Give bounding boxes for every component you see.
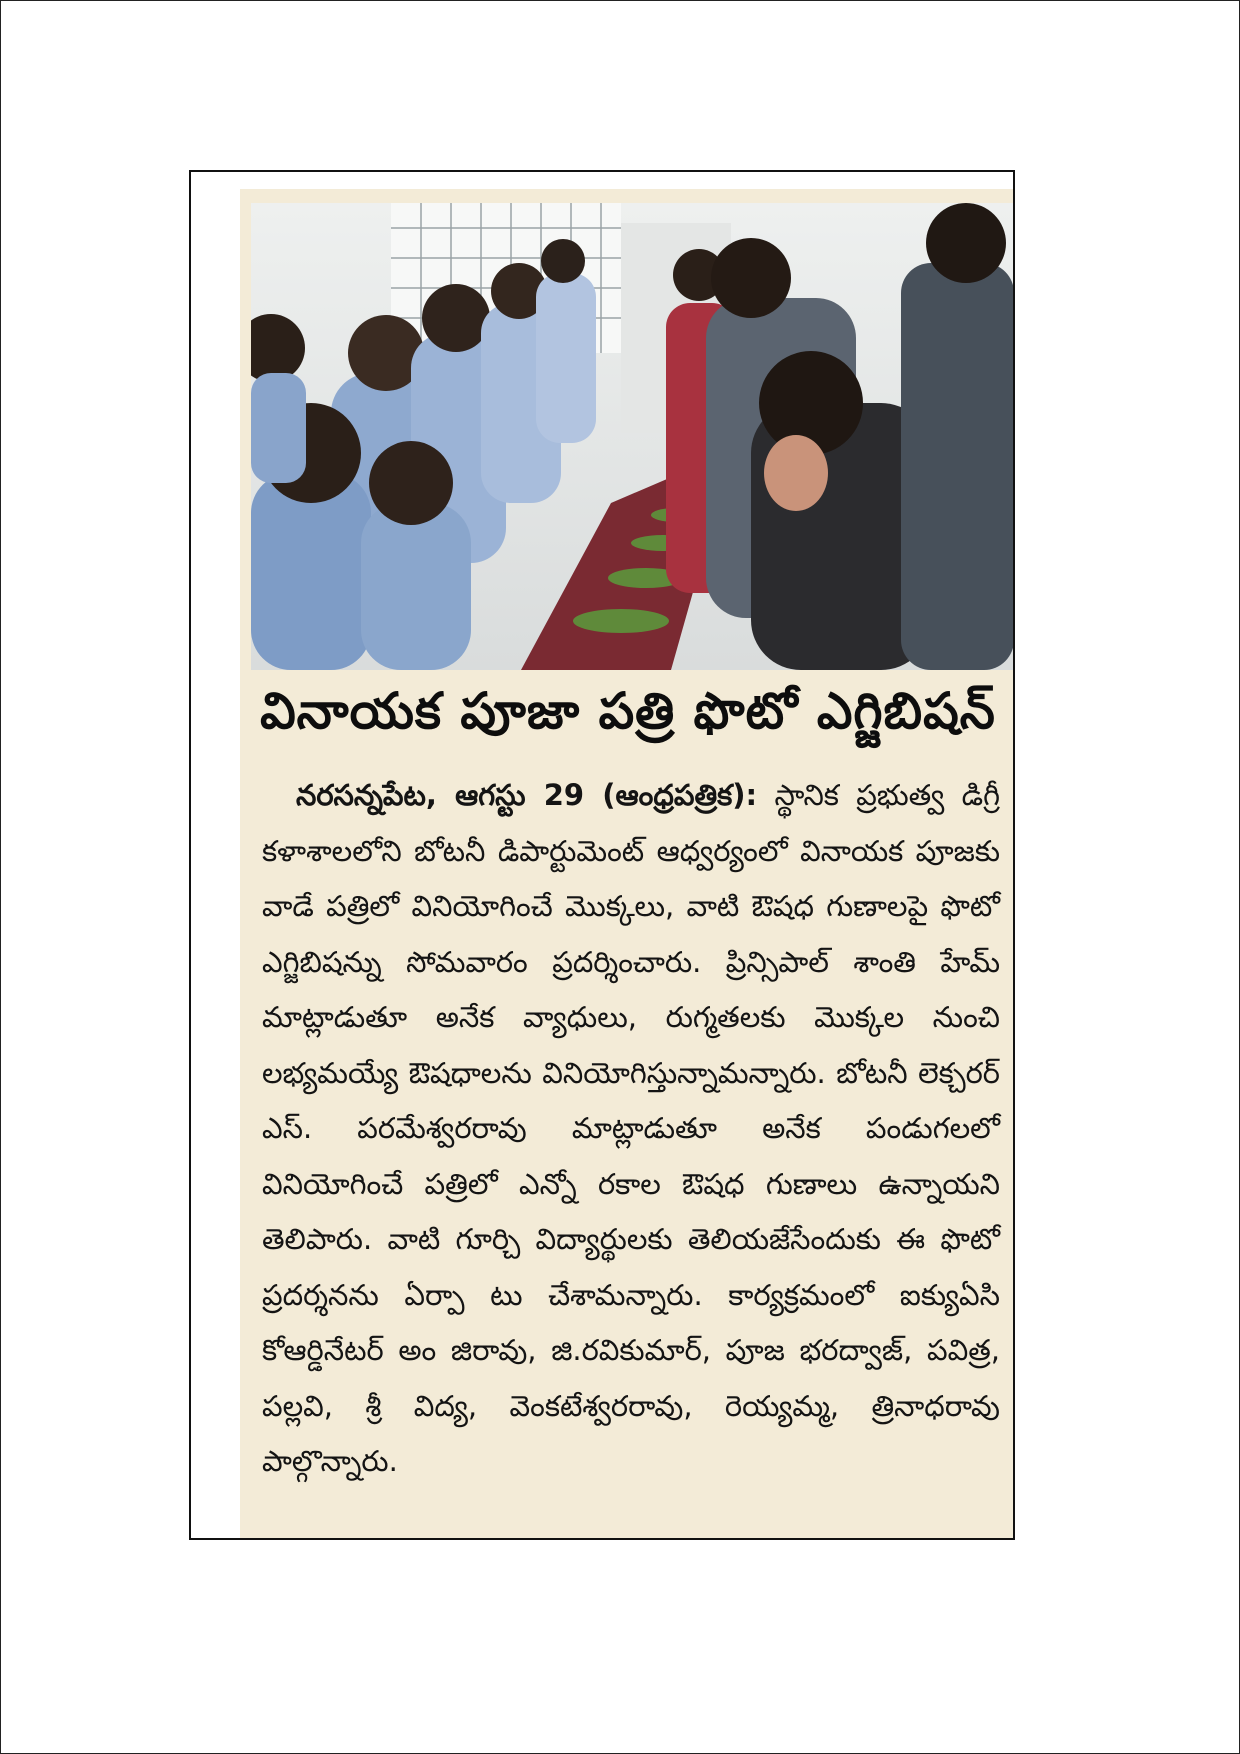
article-text: స్థానిక ప్రభుత్వ డిగ్రీ కళాశాలలోని బోటనీ డిపార్టుమెంట్ ఆధ్వర్యంలో వినాయక పూజకు వాడే పత్రిలో వినియోగించే మొక్కలు, వాటి ఔషధ గుణాలపై ఫొటో ఎగ్జిబిషన్ను సోమవారం ప్రదర్శించారు. ప్రిన్సిపాల్ శాంతి హేమ్ మాట్లాడుతూ అనేక వ్యాధులు, రుగ్మతలకు మొక్కల నుంచి లభ్యమయ్యే ఔషధాలను వినియోగిస్తున్నామన్నారు. బోటనీ లెక్చరర్ ఎస్. పరమేశ్వరరావు మాట్లాడుతూ అనేక పండుగలలో వినియోగించే పత్రిలో ఎన్నో రకాల ఔషధ గుణాలు ఉన్నాయని తెలిపారు. వాటి గూర్చి విద్యార్థులకు తెలియజేసేందుకు ఈ ఫొటో ప్రదర్శనను ఏర్పా టు చేశామన్నారు. కార్యక్రమంలో ఐక్యుఏసి కోఆర్డినేటర్ అం జిరావు, జి.రవికుమార్, పూజ భరద్వాజ్, పవిత్ర, పల్లవి, శ్రీ విద్య, వెంకటేశ్వరరావు, రెయ్యమ్మ, త్రినాధరావు పాల్గొన్నారు. <box>262 778 1001 1478</box>
news-photo <box>251 203 1014 670</box>
dateline: నరసన్నపేట, ఆగస్టు 29 (ఆంధ్రపత్రిక): <box>296 778 758 812</box>
headline: వినాయక పూజా పత్రి ఫొటో ఎగ్జిబిషన్ <box>240 674 1015 760</box>
newspaper-clipping <box>189 170 1015 1540</box>
article-body <box>240 760 1015 1540</box>
photo-frame <box>240 189 1015 674</box>
